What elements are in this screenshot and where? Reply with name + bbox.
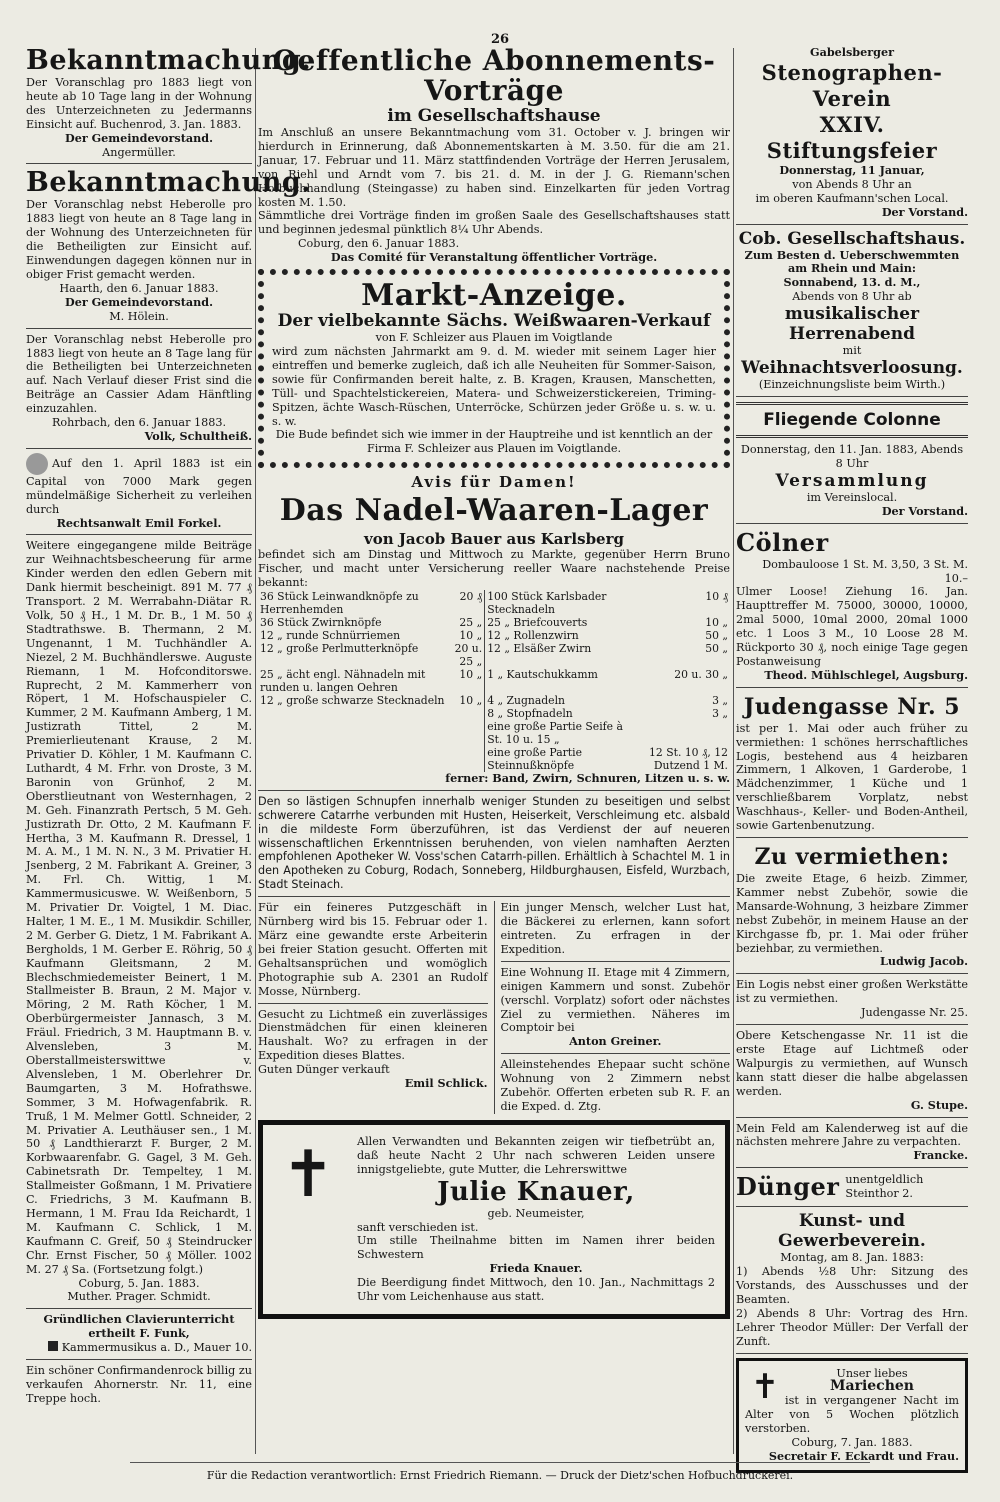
double-rule: [736, 435, 968, 438]
price-cell: 12 „ runde Schnürriemen: [260, 628, 401, 642]
needle-footer: ferner: Band, Zwirn, Schnuren, Litzen u. s. w.: [445, 770, 730, 785]
kunst-heading: Kunst- und Gewerbeverein.: [778, 1211, 926, 1252]
cob-note: (Einzeichnungsliste beim Wirth.): [758, 378, 946, 392]
notice-signature: Der Gemeindevorstand.: [65, 130, 213, 145]
steno-heading: Stenographen-Verein: [761, 59, 943, 111]
child-signature: Secretair F. Eckardt und Frau.: [768, 1449, 959, 1463]
price-cell: 10 „: [705, 615, 728, 629]
price-table: [258, 590, 730, 772]
price-row: [258, 746, 730, 772]
price-cell: eine große Partie Steinnußknöpfe: [485, 746, 633, 772]
price-cell: 1 „ Kautschukkamm: [485, 668, 633, 694]
steno-time: von Abends 8 Uhr an: [792, 177, 912, 191]
market-from: von F. Schleizer aus Plauen im Voigtlande: [375, 331, 613, 345]
divider: [26, 163, 252, 164]
logis-ad: Ein Logis nebst einer großen Werkstätte ist zu vermiethen.: [736, 978, 968, 1006]
price-cell: eine große Partie Seife à St. 10 u. 15 „: [485, 720, 633, 746]
field-signature: Francke.: [913, 1148, 968, 1163]
cob-mit: mit: [842, 344, 862, 358]
manure-signature: Emil Schlick.: [404, 1076, 488, 1091]
double-rule: [736, 402, 968, 405]
page-number: 26: [490, 32, 510, 47]
price-cell: 10 ₰: [705, 589, 728, 603]
price-row: [258, 629, 730, 642]
price-row: [258, 590, 730, 616]
needle-body: befindet sich am Dinstag und Mittwoch zu Markte, gegenüber Herrn Bruno Fischer, und macht unter Versicherung reeller Waare nachstehende Preise bekannt:: [258, 548, 730, 590]
manure-free-body: unentgeldlich Steinthor 2.: [845, 1173, 924, 1201]
price-cell: 10 „: [459, 693, 483, 707]
divider: [736, 396, 968, 397]
divider: [736, 1167, 968, 1168]
divider: [736, 973, 968, 974]
price-cell: [258, 707, 449, 720]
price-cell: [258, 720, 449, 746]
steno-signature: Der Vorstand.: [881, 204, 968, 219]
price-cell: 25 „: [459, 615, 483, 629]
manure-ad: Guten Dünger verkauft: [258, 1063, 390, 1077]
ketschengasse-ad: Obere Ketschengasse Nr. 11 ist die erste Etage auf Lichtmeß oder Walpurgis zu vermiethen, auf Wunsch kann statt dieser die halbe abgelassen werden.: [736, 1029, 968, 1098]
cross-icon: ✝: [281, 1137, 335, 1212]
piano-heading: Gründlichen Clavierunterricht: [43, 1312, 235, 1327]
rent-body: Die zweite Etage, 6 heizb. Zimmer, Kammer nebst Zubehör, sowie die Mansarde-Wohnung, 3 heizbare Zimmer nebst Zubehör, in meinem Hause an der Kirchgasse fb, pr. 1. Mai oder früher beziehbar, zu vermiethen.: [736, 872, 968, 955]
column-rule: [255, 48, 256, 1454]
price-cell: 12 „ große Perlmutterknöpfe: [260, 641, 419, 655]
steno-place: im oberen Kaufmann'schen Local.: [755, 191, 949, 205]
colonne-signature: Der Vorstand.: [881, 503, 968, 518]
lecture-body-2: Sämmtliche drei Vorträge finden im großen Saale des Gesellschaftshauses statt und beginnen jedesmal pünktlich 8¼ Uhr Abends.: [258, 209, 730, 237]
manure-free-heading: Dünger: [736, 1172, 840, 1202]
judengasse-heading: Judengasse Nr. 5: [743, 693, 961, 720]
divider: [258, 896, 730, 897]
price-cell: 100 Stück Karlsbader Stecknadeln: [485, 590, 633, 616]
notice-body: Der Voranschlag pro 1883 liegt von heute ab 10 Tage lang in der Wohnung des Unterzeichneten zu Jedermanns Einsicht auf. Buchenrod, 3. Jan. 1883.: [26, 76, 252, 131]
divider: [736, 687, 968, 688]
imprint-footer: Für die Redaction verantwortlich: Ernst Friedrich Riemann. — Druck der Dietz'schen Hofbuchdruckerei.: [130, 1462, 870, 1482]
price-cell: 12 „ große schwarze Stecknadeln: [260, 693, 445, 707]
death-signature: Frieda Knauer.: [489, 1261, 583, 1276]
price-cell: 3 „: [712, 693, 728, 707]
apprentice-ad: Ein junger Mensch, welcher Lust hat, die Bäckerei zu erlernen, kann sofort eintreten. Zu erfragen in der Expedition.: [500, 901, 730, 956]
child-name: Mariechen: [830, 1378, 914, 1395]
divider: [501, 961, 731, 962]
death-name: Julie Knauer,: [437, 1176, 635, 1207]
pointer-icon: [48, 1341, 58, 1351]
loan-signature: Rechtsanwalt Emil Forkel.: [56, 515, 222, 530]
judengasse-body: ist per 1. Mai oder auch früher zu vermiethen: 1 schönes herrschaftliches Logis, bestehend aus 4 heizbaren Zimmern, 1 Alkoven, 1 Garderobe, 1 Mädchenzimmer, 1 Küche und 1 verschließbarem Vorplatz, nebst Waschhaus-, Keller- und Boden-Antheil, sowie Gartenbenutzung.: [736, 721, 968, 833]
couple-ad: Alleinstehendes Ehepaar sucht schöne Wohnung von 2 Zimmern nebst Zubehör. Offerten erbeten sub R. F. an die Exped. d. Ztg.: [500, 1058, 730, 1113]
steno-date: Donnerstag, 11 Januar,: [779, 162, 925, 177]
price-cell: 25 „ ächt engl. Nähnadeln mit runden u. langen Oehren: [260, 667, 426, 694]
divider: [258, 790, 730, 791]
charity-list: Weitere eingegangene milde Beiträge zur Weihnachtsbescheerung für arme Kinder werden den edlen Gebern mit Dank hiermit bescheinigt. 891 M. 77 ₰ Transport. 2 M. Werrabahn-Diätar R. Volk, 50 ₰ H., 1 M. Dr. B., 1 M. 50 ₰ Stadtrathswe. B. Thermann, 2 M. Ungenannt, 1 M. Tuchhändler A. Niezel, 2 M. Buchhändlerswe. Auguste Riemann, 1 M. Hofconditorswe. Ruprecht, 2 M. Kammerherr von Röpert, 1 M. Hofschauspieler C. Kummer, 2 M. Kaufmann Amberg, 1 M. Justizrath Tittel, 2 M. Premierlieutenant Krause, 2 M. Privatier D. Köhler, 1 M. Kaufmann C. Luthardt, 4 M. Frhr. von Droste, 3 M. Baronin von Grünhof, 2 M. Oberstlieutnant von Westernhagen, 2 M. Geh. Finanzrath Pertsch, 5 M. Geh. Justizrath Dr. Otto, 2 M. Kaufmann F. Hertha, 3 M. Kaufmann R. Dressel, 1 M. A. M., 1 M. N. N., 3 M. Privatier H. Jsenberg, 2 M. Fabrikant A. Greiner, 3 M. Frl. Ch. Wittig, 1 M. Kammermusicuswe. W. Weißenborn, 5 M. Privatier Dr. Voigtel, 1 M. Diac. Halter, 1 M. E., 1 M. Musikdir. Schiller, 2 M. Gerber G. Dietz, 1 M. Fabrikant A. Bergholds, 1 M. Gerber E. Röhrig, 50 ₰ Kaufmann Gleitsmann, 2 M. Blechschmiedemeister Beinert, 1 M. Stallmeister B. Braun, 2 M. Major v. Möring, 2 M. Rath Köcher, 1 M. Oberbürgermeister Jannasch, 3 M. Fräul. Friedrich, 3 M. Hauptmann B. v. Alvensleben, 3 M. Oberstallmeisterswittwe v. Alvensleben, 1 M. Oberlehrer Dr. Baumgarten, 3 M. Hofrathswe. Sommer, 3 M. Hofwagenfabrik. R. Truß, 1 M. Melmer Gottl. Schneider, 2 M. Privatier A. Leuthäuser sen., 1 M. 50 ₰ Landthierarzt F. Burger, 2 M. Korbwaarenfabr. G. Gagel, 3 M. Geh. Cabinetsrath Dr. Tempeltey, 1 M. Stallmeister Goßmann, 1 M. Privatiere C. Friedrichs, 3 M. Kaufmann B. Hermann, 1 M. Frau Ida Reichardt, 1 M. Kaufmann C. Schlick, 1 M. Kaufmann C. Greif, 50 ₰ Steindrucker Chr. Ernst Fischer, 50 ₰ Möller. 1002 M. 27 ₰ Sa. (Fortsetzung folgt.): [26, 539, 252, 1276]
notice-signature: Volk, Schultheiß.: [144, 428, 252, 443]
divider: [736, 1353, 968, 1354]
market-footer: Die Bude befindet sich wie immer in der Hauptreihe und ist kenntlich an der Firma F. Schleizer aus Plauen im Voigtlande.: [275, 428, 713, 456]
lightbulb-icon: [26, 453, 48, 475]
price-cell: 20 ₰: [459, 589, 483, 603]
colonne-heading: Fliegende Colonne: [763, 409, 941, 430]
cob-subheading: Zum Besten d. Ueberschwemmten am Rhein und Main:: [744, 247, 960, 276]
price-cell: 36 Stück Leinwandknöpfe zu Herrenhemden: [260, 589, 419, 616]
rent-signature: Ludwig Jacob.: [880, 954, 968, 969]
apartment-signature: Anton Greiner.: [569, 1034, 662, 1049]
notice-place: Rohrbach, den 6. Januar 1883.: [51, 416, 227, 430]
colonne-date: Donnerstag, den 11. Jan. 1883, Abends 8 Uhr: [740, 442, 964, 470]
colonne-place: im Vereinslocal.: [806, 490, 898, 504]
steno-fest: XXIV. Stiftungsfeier: [766, 111, 938, 163]
column-left: [26, 45, 312, 1406]
kunst-date: Montag, am 8. Jan. 1883:: [780, 1251, 924, 1265]
divider: [501, 1053, 731, 1054]
notice-heading: Bekanntmachung.: [26, 45, 312, 76]
lottery-heading: Cölner: [736, 527, 829, 557]
cob-event: musikalischer Herrenabend: [784, 304, 920, 345]
notice-heading: Bekanntmachung.: [26, 167, 312, 199]
lottery-line-1: Dombauloose 1 St. M. 3,50, 3 St. M. 10.–: [762, 557, 968, 585]
piano-address: Kammermusikus a. D., Mauer 10.: [61, 1341, 252, 1355]
notice-signature: Der Gemeindevorstand.: [65, 294, 213, 309]
price-row: [258, 616, 730, 629]
column-right: [736, 46, 968, 1473]
field-ad: Mein Feld am Kalenderweg ist auf die nächsten mehrere Jahre zu verpachten.: [736, 1121, 968, 1149]
cob-event-2: Weihnachtsverloosung.: [741, 358, 963, 379]
steno-sub: Gabelsberger: [810, 45, 894, 59]
divider: [736, 1117, 968, 1118]
divider: [736, 837, 968, 838]
price-cell: [449, 746, 485, 772]
price-row: [258, 694, 730, 707]
cob-heading: Cob. Gesellschaftshaus.: [738, 228, 966, 249]
cob-time: Abends von 8 Uhr ab: [792, 290, 912, 304]
loan-body: Auf den 1. April 1883 ist ein Capital von 7000 Mark gegen mündelmäßige Sicherheit zu verleihen durch: [26, 456, 252, 516]
lottery-line-2: Ulmer Loose! Ziehung 16. Jan. Haupttreffer M. 75000, 30000, 10000, 2mal 5000, 10mal 2000, 20mal 1000 etc. 1 Loos 3 M., 10 Loose 28 M. Rückporto 30 ₰, noch einige Tage gegen Postanweisung: [736, 585, 968, 668]
lottery-signature: Theod. Mühlschlegel, Augsburg.: [764, 667, 968, 682]
price-row: [258, 707, 730, 720]
ketschengasse-signature: G. Stupe.: [910, 1097, 968, 1112]
divider: [258, 1003, 488, 1004]
notice-name: M. Hölein.: [109, 309, 169, 323]
market-body: wird zum nächsten Jahrmarkt am 9. d. M. wieder mit seinem Lager hier eintreffen und bemerke zugleich, daß ich alle Neuheiten für Sommer-Saison, sowie für Confirmanden bereit halte, z. B. Kragen, Krausen, Manschetten, Tüll- und Spachtelstickereien, Matera- und Schweizerstickereien, Triming-Spitzen, ächte Wasch-Rüschen, Unterröcke, Schürzen jeder Größe u. s. w. u. s. w.: [272, 344, 716, 428]
divider: [736, 1024, 968, 1025]
price-cell: 36 Stück Zwirnknöpfe: [260, 615, 382, 629]
death-notice-box: [258, 1120, 730, 1319]
lecture-subheading: im Gesellschaftshause: [387, 106, 601, 126]
price-cell: 12 „ Elsäßer Zwirn: [485, 642, 633, 668]
divider: [736, 1206, 968, 1207]
child-place: Coburg, 7. Jan. 1883.: [791, 1436, 913, 1450]
shop-ad: Für ein feineres Putzgeschäft in Nürnberg wird bis 15. Februar oder 1. März eine gewandte erste Arbeiterin bei freier Station gesucht. Offerten mit Gehaltsansprüchen und womöglich Photographie sub A. 2301 an Rudolf Mosse, Nürnberg.: [258, 901, 488, 998]
divider: [26, 1359, 252, 1360]
price-cell: [449, 720, 485, 746]
maid-ad: Gesucht zu Lichtmeß ein zuverlässiges Dienstmädchen für einen kleineren Haushalt. Wo? zu erfragen in der Expedition dieses Blattes.: [258, 1007, 488, 1063]
kunst-item-2: 2) Abends 8 Uhr: Vortrag des Hrn. Lehrer Theodor Müller: Der Verfall der Zunft.: [736, 1306, 968, 1348]
price-cell: 3 „: [712, 706, 728, 720]
price-row: [258, 720, 730, 746]
price-cell: 12 St. 10 ₰, 12 Dutzend 1 M.: [649, 745, 728, 772]
charity-place: Coburg, 5. Jan. 1883.: [78, 1276, 200, 1290]
price-cell: 8 „ Stopfnadeln: [485, 707, 633, 720]
lecture-body: Im Anschluß an unsere Bekanntmachung vom 31. October v. J. bringen wir hierdurch in Erinnerung, daß Abonnementskarten à M. 3.50. für die am 21. Januar, 17. Februar und 11. März stattfindenden Vorträge der Herren Jerusalem, von Riehl und Arndt vom 7. bis 21. d. M. in der J. G. Riemann'schen Hofbuchhandlung (Steingasse) zu haben sind. Einzelkarten für jeden Vortrag kosten M. 1.50.: [258, 126, 730, 209]
death-text: sanft verschieden ist.: [357, 1220, 479, 1234]
price-row: [258, 668, 730, 694]
price-cell: 25 „ Briefcouverts: [485, 616, 633, 629]
divider: [736, 523, 968, 524]
lecture-signature: Das Comité für Veranstaltung öffentlicher Vorträge.: [330, 250, 658, 265]
divider: [26, 1308, 252, 1309]
manure-free-ad: [736, 1172, 968, 1202]
price-cell: [632, 720, 730, 746]
rent-heading: Zu vermiethen:: [754, 844, 950, 870]
lecture-place: Coburg, den 6. Januar 1883.: [298, 237, 460, 251]
cross-icon: ✝: [750, 1366, 780, 1407]
price-cell: [258, 746, 449, 772]
child-death-notice: [736, 1358, 968, 1473]
kunst-item-1: 1) Abends ½8 Uhr: Sitzung des Vorstands, des Ausschusses und der Beamten.: [736, 1265, 968, 1306]
price-cell: 50 „: [705, 641, 728, 655]
column-rule: [733, 48, 734, 1454]
price-cell: 20 u. 30 „: [674, 667, 728, 681]
price-row: [258, 642, 730, 668]
price-cell: 10 „: [459, 628, 483, 642]
charity-signature: Muther. Prager. Schmidt.: [67, 1290, 211, 1304]
apartment-ad: Eine Wohnung II. Etage mit 4 Zimmern, einigen Kammern und sonst. Zubehör (verschl. Vorplatz) sofort oder nächstes Ziel zu vermiethen. Näheres im Comptoir bei: [500, 965, 730, 1035]
divider: [736, 224, 968, 225]
price-cell: 10 „: [459, 667, 483, 681]
market-subheading: Der vielbekannte Sächs. Weißwaaren-Verkauf: [277, 311, 711, 332]
price-cell: 12 „ Rollenzwirn: [485, 629, 633, 642]
notice-name: Angermüller.: [102, 145, 176, 159]
price-cell: [449, 707, 485, 720]
price-cell: 50 „: [705, 628, 728, 642]
catarrh-ad: Den so lästigen Schnupfen innerhalb weniger Stunden zu beseitigen und selbst schwerere Catarrhe verbunden mit Husten, Heiserkeit, Verschleimung etc. alsbald in die mildeste Form überzuführen, ist das Verdienst der auf neueren wissenschaftlichen Erkenntnissen beruhenden, von vielen namhaften Aerzten empfohlenen Apotheker W. Voss'schen Catarrh-pillen. Erhältlich à Schachtel M. 1 in den Apotheken zu Coburg, Rodach, Sonneberg, Hildburghausen, Eisfeld, Wurzbach, Stadt Steinach.: [258, 794, 730, 892]
logis-signature: Judengasse Nr. 25.: [861, 1006, 968, 1020]
avis-heading: Avis für Damen!: [411, 473, 577, 492]
needle-from: von Jacob Bauer aus Karlsberg: [363, 530, 624, 549]
colonne-event: Versammlung: [775, 470, 929, 491]
divider: [26, 328, 252, 329]
death-born: geb. Neumeister,: [487, 1206, 585, 1220]
price-cell: 20 u. 25 „: [454, 641, 483, 668]
column-middle: [258, 46, 730, 1325]
piano-body: ertheilt F. Funk,: [88, 1326, 190, 1341]
death-burial: Die Beerdigung findet Mittwoch, den 10. Jan., Nachmittags 2 Uhr vom Leichenhause aus statt.: [357, 1276, 715, 1304]
child-body: ist in vergangener Nacht im Alter von 5 Wochen plötzlich verstorben.: [745, 1394, 959, 1436]
notice-place: Haarth, den 6. Januar 1883.: [59, 281, 219, 295]
lecture-heading: Oeffentliche Abonnements-Vorträge: [272, 44, 716, 107]
death-ask: Um stille Theilnahme bitten im Namen ihrer beiden Schwestern: [357, 1234, 715, 1262]
cob-date: Sonnabend, 13. d. M.,: [783, 275, 921, 290]
classified-grid: [258, 901, 730, 1114]
death-intro: Allen Verwandten und Bekannten zeigen wir tiefbetrübt an, daß heute Nacht 2 Uhr nach schweren Leiden unsere innigstgeliebte, gute Mutter, die Lehrerswittwe: [357, 1134, 715, 1176]
coat-notice: Ein schöner Confirmandenrock billig zu verkaufen Ahornerstr. Nr. 11, eine Treppe hoch.: [26, 1364, 252, 1405]
market-ad-box: [258, 269, 730, 468]
market-heading: Markt-Anzeige.: [361, 278, 627, 314]
needle-heading: Das Nadel-Waaren-Lager: [279, 493, 709, 529]
divider: [26, 448, 252, 449]
price-cell: 4 „ Zugnadeln: [485, 694, 633, 707]
notice-body: Der Voranschlag nebst Heberolle pro 1883 liegt von heute an 8 Tage lang in der Wohnung des Unterzeichneten für die Betheiligten zur Einsicht auf. Einwendungen dagegen können nur in obiger Frist gemacht werden.: [26, 198, 252, 281]
divider: [26, 534, 252, 535]
child-intro: Unser liebes: [836, 1366, 908, 1380]
notice-body: Der Voranschlag nebst Heberolle pro 1883 liegt von heute an 8 Tage lang für die Betheiligten bei Unterzeichneten auf. Nach Verlauf dieser Frist sind die Beiträge an Cassier Adam Hänftling einzuzahlen.: [26, 332, 252, 416]
